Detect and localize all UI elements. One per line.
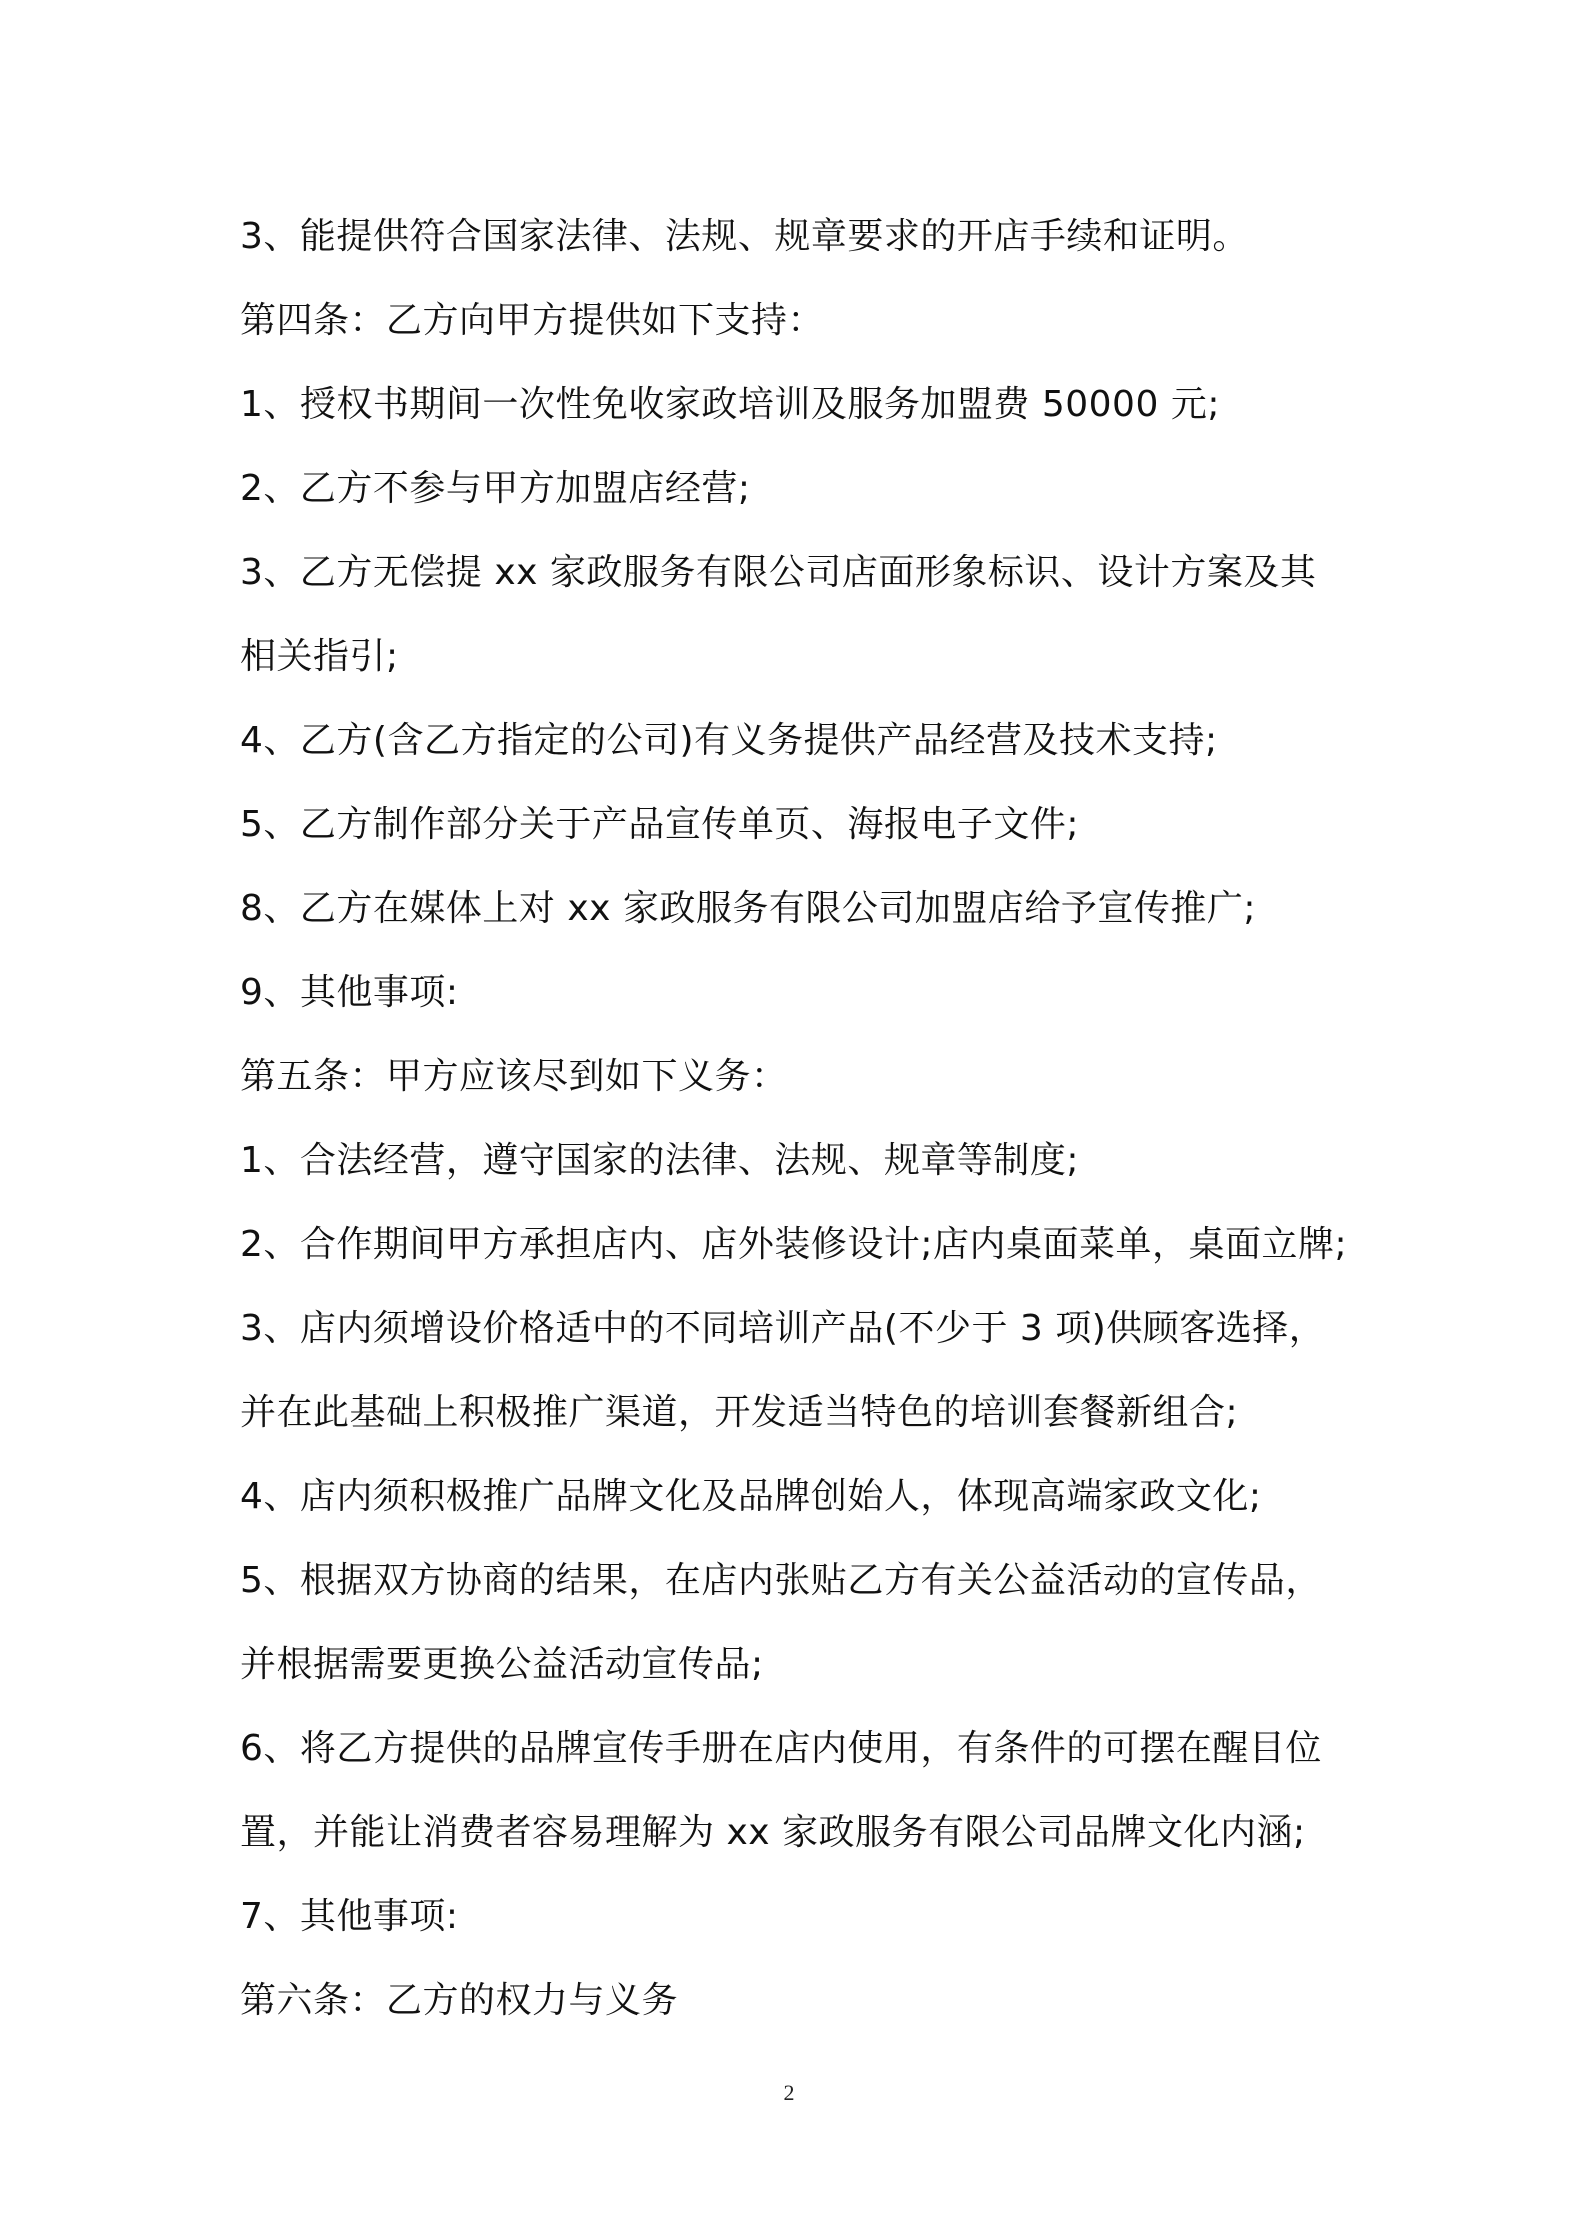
text-line: 3、能提供符合国家法律、法规、规章要求的开店手续和证明。	[240, 216, 1249, 257]
article-heading: 第五条：甲方应该尽到如下义务：	[240, 1056, 788, 1097]
text-line: 4、店内须积极推广品牌文化及品牌创始人，体现高端家政文化;	[240, 1476, 1262, 1517]
article-heading: 第四条：乙方向甲方提供如下支持：	[240, 300, 825, 341]
text-line: 6、将乙方提供的品牌宣传手册在店内使用，有条件的可摆在醒目位	[240, 1728, 1322, 1769]
text-line: 8、乙方在媒体上对 xx 家政服务有限公司加盟店给予宣传推广;	[240, 888, 1257, 929]
text-line: 7、其他事项:	[240, 1896, 459, 1937]
text-line: 置，并能让消费者容易理解为 xx 家政服务有限公司品牌文化内涵;	[240, 1812, 1306, 1853]
text-line: 并根据需要更换公益活动宣传品;	[240, 1644, 764, 1685]
article-heading: 第六条：乙方的权力与义务	[240, 1980, 679, 2021]
text-line: 1、合法经营，遵守国家的法律、法规、规章等制度;	[240, 1140, 1080, 1181]
text-line: 3、乙方无偿提 xx 家政服务有限公司店面形象标识、设计方案及其	[240, 552, 1317, 593]
text-line: 2、乙方不参与甲方加盟店经营;	[240, 468, 751, 509]
text-line: 相关指引;	[240, 636, 399, 677]
text-line: 2、合作期间甲方承担店内、店外装修设计;店内桌面菜单，桌面立牌;	[240, 1224, 1348, 1265]
text-line: 3、店内须增设价格适中的不同培训产品(不少于 3 项)供顾客选择，	[240, 1308, 1326, 1349]
text-line: 并在此基础上积极推广渠道，开发适当特色的培训套餐新组合;	[240, 1392, 1239, 1433]
text-line: 5、根据双方协商的结果，在店内张贴乙方有关公益活动的宣传品，	[240, 1560, 1322, 1601]
text-line: 5、乙方制作部分关于产品宣传单页、海报电子文件;	[240, 804, 1080, 845]
text-line: 9、其他事项:	[240, 972, 459, 1013]
page-number: 2	[783, 2080, 795, 2105]
text-line: 1、授权书期间一次性免收家政培训及服务加盟费 50000 元;	[240, 384, 1220, 425]
document-body	[240, 195, 1360, 2043]
text-line: 4、乙方(含乙方指定的公司)有义务提供产品经营及技术支持;	[240, 720, 1218, 761]
